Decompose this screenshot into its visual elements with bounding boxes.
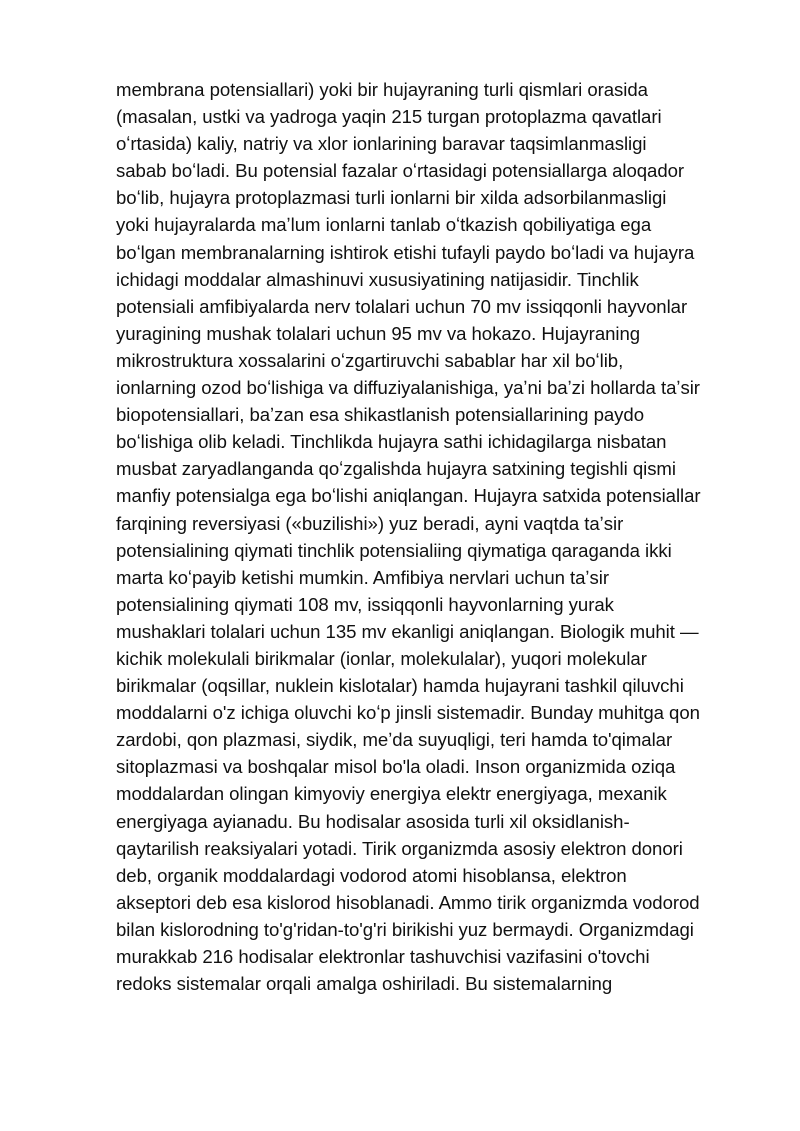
text-line: boʻlib, hujayra protoplazmasi turli ionlarni bir xilda adsorbilanmasligi [116, 187, 667, 209]
text-line: energiyaga ayianadu. Bu hodisalar asosida turli xil oksidlanish- [116, 810, 630, 832]
text-line: deb, organik moddalardagi vodorod atomi hisoblansa, elektron [116, 864, 627, 886]
text-line: redoks sistemalar orqali amalga oshiriladi. Bu sistemalarning [116, 973, 613, 995]
text-line: membrana potensiallari) yoki bir hujayraning turli qismlari orasida [116, 79, 648, 100]
body-text [116, 76, 756, 997]
text-line: mikrostruktura xossalarini oʻzgartiruvchi sabablar har xil boʻlib, [116, 349, 624, 371]
text-line: mushaklari tolalari uchun 135 mv ekanligi aniqlangan. Biologik muhit — [116, 620, 699, 642]
text-line: biopotensiallari, baʼzan esa shikastlanish potensiallarining paydo [116, 404, 644, 426]
text-line: boʻlishiga olib keladi. Tinchlikda hujayra sathi ichidagilarga nisbatan [116, 431, 667, 453]
text-line: boʻlgan membranalarning ishtirok etishi tufayli paydo boʻladi va hujayra [116, 241, 695, 263]
text-line: oʻrtasida) kaliy, natriy va xlor ionlarining baravar taqsimlanmasligi [116, 133, 647, 155]
text-line: potensialining qiymati 108 mv, issiqqonli hayvonlarning yurak [116, 593, 614, 615]
text-line: yuragining mushak tolalari uchun 95 mv va hokazo. Hujayraning [116, 322, 641, 344]
text-line: sabab boʻladi. Bu potensial fazalar oʻrtasidagi potensiallarga aloqador [116, 160, 685, 182]
text-line: ionlarning ozod boʻlishiga va diffuziyalanishiga, yaʼni baʼzi hollarda taʼsir [116, 377, 700, 399]
text-line: musbat zaryadlanganda qoʻzgalishda hujayra satxining tegishli qismi [116, 458, 676, 480]
text-line: kichik molekulali birikmalar (ionlar, molekulalar), yuqori molekular [116, 647, 647, 669]
text-line: moddalardan olingan kimyoviy energiya elektr energiyaga, mexanik [116, 783, 667, 805]
text-line: potensiali amfibiyalarda nerv tolalari uchun 70 mv issiqqonli hayvonlar [116, 295, 688, 317]
text-line: marta koʻpayib ketishi mumkin. Amfibiya nervlari uchun taʼsir [116, 566, 609, 588]
text-line: yoki hujayralarda maʼlum ionlarni tanlab oʻtkazish qobiliyatiga ega [116, 214, 652, 236]
text-line: ichidagi moddalar almashinuvi xususiyatining natijasidir. Tinchlik [116, 268, 639, 290]
text-line: murakkab 216 hodisalar elektronlar tashuvchisi vazifasini o'tovchi [116, 946, 650, 967]
text-line: (masalan, ustki va yadroga yaqin 215 turgan protoplazma qavatlari [116, 106, 662, 128]
text-line: birikmalar (oqsillar, nuklein kislotalar) hamda hujayrani tashkil qiluvchi [116, 675, 684, 697]
text-line: sitoplazmasi va boshqalar misol bo'la oladi. Inson organizmida oziqa [116, 756, 676, 778]
text-line: zardobi, qon plazmasi, siydik, meʼda suyuqligi, teri hamda to'qimalar [116, 729, 673, 751]
text-line: farqining reversiyasi («buzilishi») yuz beradi, ayni vaqtda taʼsir [116, 512, 624, 534]
text-line: qaytarilish reaksiyalari yotadi. Tirik organizmda asosiy elektron donori [116, 837, 683, 859]
text-line: akseptori deb esa kislorod hisoblanadi. Ammo tirik organizmda vodorod [116, 891, 700, 913]
text-line: moddalarni o'z ichiga oluvchi koʻp jinsli sistemadir. Bunday muhitga qon [116, 702, 700, 724]
text-line: potensialining qiymati tinchlik potensialiing qiymatiga qaraganda ikki [116, 539, 672, 561]
text-line: bilan kislorodning to'g'ridan-to'g'ri birikishi yuz bermaydi. Organizmdagi [116, 918, 694, 940]
text-line: manfiy potensialga ega boʻlishi aniqlangan. Hujayra satxida potensiallar [116, 485, 701, 507]
